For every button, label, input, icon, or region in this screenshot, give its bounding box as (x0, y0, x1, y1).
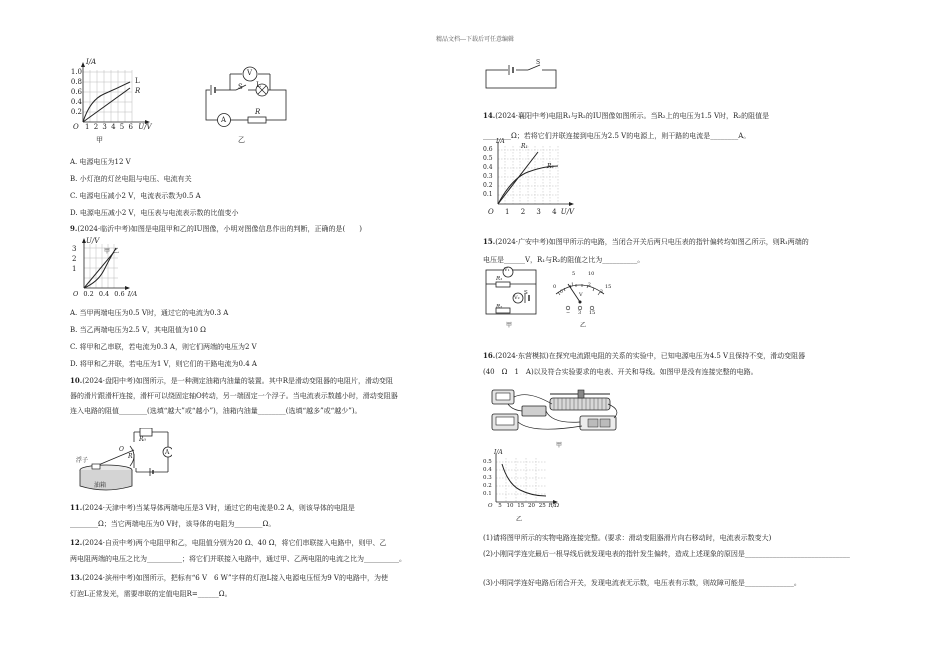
q15-dial-5: 5 (572, 271, 576, 277)
q13-label-s: S (536, 59, 541, 66)
q14-ytick: 0.1 (483, 191, 493, 198)
q8-xtick: 1 (84, 123, 90, 131)
q15-dial-10: 10 (588, 271, 595, 277)
q9-origin: O (73, 290, 79, 298)
q16-subquestions (483, 532, 850, 589)
q10-number: 10. (70, 376, 83, 385)
q14-ytick: 0.2 (483, 182, 493, 189)
q8-circuit-a: A (221, 116, 227, 124)
q15-terminal-15: 15 (589, 310, 596, 316)
q16-line-1: (2024·东营模拟)在探究电流跟电阻的关系的实验中，已知电源电压为4.5 V且保持不变，滑动变阻器 (495, 352, 806, 360)
q9-ytick: 2 (72, 255, 77, 263)
q14-origin: O (488, 208, 494, 216)
q10-label-o: O (119, 446, 124, 453)
q15-dial-3: 3 (600, 290, 603, 295)
q14-xtick: 3 (536, 208, 541, 216)
q14-yticks (483, 145, 493, 199)
q9-option-d: D. 将甲和乙并联，若电压为1 V，则它们的干路电流为0.4 A (70, 360, 257, 368)
q14-xtick: 4 (552, 208, 557, 216)
q9-xticks (73, 290, 137, 298)
q16-ytick: 0.1 (483, 491, 492, 497)
q10-stem (70, 374, 398, 418)
q11-stem (70, 500, 355, 532)
q8-circuit-r: R (255, 108, 261, 116)
q9-ytick: 1 (72, 265, 77, 273)
q8-circuit-l: L (256, 81, 261, 89)
q15-dial-2: 2 (588, 283, 591, 288)
q16-sub-1: (1)请将图甲所示的实物电路连接完整。(要求：滑动变阻器滑片向右移动时，电流表示数变大) (483, 534, 772, 542)
q16-ytick: 0.3 (483, 475, 492, 481)
q13-stem (70, 570, 388, 602)
q8-option-d: D. 电源电压减小2 V，电压表与电流表示数的比值变小 (70, 209, 239, 217)
q9-yticks (72, 244, 76, 274)
q16-yticks (483, 458, 492, 498)
q8-options (70, 154, 239, 222)
q12-stem (70, 535, 406, 567)
q8-option-b: B. 小灯泡的灯丝电阻与电压、电流有关 (70, 175, 192, 183)
q15-terminal-3: 3 (578, 310, 582, 316)
q14-curve-label-r1: R₁ (521, 143, 528, 150)
q12-line-2: 两电阻两端的电压之比为__________；将它们并联接入电路中，通过甲、乙两电阻的电流之比为__________。 (70, 555, 406, 563)
q8-xtick: 3 (102, 123, 107, 131)
q9-ytick: 3 (72, 245, 77, 253)
q13-line-2: 灯泡L正常发光，需要串联的定值电阻R=______Ω。 (70, 590, 232, 598)
q8-caption-b: 乙 (238, 136, 245, 144)
q9-curve-label-jia: 甲 (104, 248, 111, 255)
q15-circuit-v2: V₂ (514, 295, 520, 301)
q8-xtick: 5 (119, 123, 125, 131)
q8-circuit-s: S (238, 83, 243, 91)
q11-line-2: ________Ω；当它两端电压为0 V时，该导体的电阻为________Ω。 (70, 520, 276, 528)
q15-circuit-r2: R₂ (496, 304, 503, 310)
q8-xtick: 2 (93, 123, 99, 131)
q15-line-1: (2024·广安中考)如图甲所示的电路，当闭合开关后两只电压表的指针偏转均如图乙所示，则R₁两端的 (495, 238, 809, 246)
q8-ytick: 0.8 (70, 78, 82, 86)
q8-circuit (200, 66, 292, 130)
q8-yticks (68, 67, 82, 117)
q13-circuit (482, 60, 562, 94)
q15-circuit (482, 266, 542, 320)
q8-option-a: A. 电源电压为12 V (70, 158, 131, 166)
q15-caption-b: 乙 (580, 322, 587, 329)
q16-xtick: 20 (528, 503, 536, 509)
q10-oil-tank-figure (76, 428, 172, 494)
q8-circuit-v: V (247, 69, 253, 77)
q15-dial-0-outer: 0 (553, 284, 557, 290)
q16-ylabel: I/A (494, 449, 503, 456)
q13-line-1: (2024·滨州中考)如图所示，把标有“6 V 6 W”字样的灯泡L接入电源电压恒为9 V的电路中，为使 (82, 574, 388, 582)
q15-dial-unit: V (579, 292, 583, 298)
q15-stem (483, 233, 809, 269)
page-header: 精品文档---下载后可任意编辑 (435, 36, 515, 43)
q10-line-1: (2024·盘阳中考)如图所示，是一种测定油箱内油量的装置。其中R是滑动变阻器的电阻片，滑动变阻 (82, 377, 393, 385)
q14-xtick: 1 (504, 208, 510, 216)
q16-xticks (488, 503, 559, 509)
q8-origin: O (73, 123, 79, 131)
q16-caption-a: 甲 (556, 442, 563, 449)
q8-option-c: C. 电源电压减小2 V，电流表示数为0.5 A (70, 192, 201, 200)
q16-ytick: 0.5 (483, 459, 492, 465)
q9-options (70, 305, 257, 373)
q15-dial-1: 1 (571, 283, 574, 288)
q8-ytick: 1.0 (70, 68, 82, 76)
q9-xtick: 0.4 (98, 290, 110, 298)
q12-number: 12. (70, 538, 83, 547)
q8-xlabel: U/V (138, 123, 152, 131)
q8-curve-label-l: L (135, 77, 140, 85)
q13-number: 13. (70, 573, 83, 582)
q15-line-2: 电压是______V，R₁与R₂的阻值之比为__________。 (483, 256, 645, 264)
q16-xtick: 15 (517, 503, 525, 509)
q12-line-1: (2024·自贡中考)两个电阻甲和乙，电阻值分别为20 Ω、40 Ω，将它们串联接入电路中，则甲、乙 (82, 539, 387, 547)
q14-stem (483, 106, 769, 146)
q10-line-3: 连入电路的阻值________(选填“越大”或“越小”)，油箱内油量________(选填“越多”或“越少”)。 (70, 407, 362, 415)
q15-circuit-r1: R₁ (496, 276, 503, 282)
q16-xlabel: R/Ω (548, 503, 560, 509)
q14-curve-label-r2: R₂ (547, 163, 554, 170)
q9-option-b: B. 当乙两端电压为2.5 V，其电阻值为10 Ω (70, 326, 206, 334)
q10-label-r0: R₀ (139, 436, 146, 443)
q16-sub-2: (2)小刚同学连完最后一根导线后就发现电表的指针发生偏转，造成上述现象的原因是______________________________ (483, 550, 850, 558)
q15-dial-15: 15 (605, 284, 612, 290)
q8-caption-a: 甲 (96, 136, 103, 144)
q9-option-a: A. 当甲两端电压为0.5 V时，通过它的电流为0.3 A (70, 309, 229, 317)
q14-ytick: 0.3 (483, 173, 493, 180)
q8-ylabel: I/A (86, 58, 97, 66)
q16-xtick: 25 (538, 503, 546, 509)
q8-ytick: 0.2 (70, 108, 82, 116)
q15-number: 15. (483, 237, 496, 246)
q16-xtick: 5 (498, 503, 502, 509)
q9-option-c: C. 将甲和乙串联，若电流为0.3 A，则它们两端的电压为2 V (70, 343, 257, 351)
q15-circuit-v1: V₁ (504, 267, 510, 273)
q16-xtick: 10 (506, 503, 514, 509)
q10-label-r: R (128, 453, 133, 460)
q14-ytick: 0.6 (483, 146, 493, 153)
q8-xtick: 6 (128, 123, 133, 131)
q15-caption-a: 甲 (506, 322, 513, 329)
q14-line-1: (2024·襄阳中考)电阻R₁与R₂的IU图像如图所示。当R₂上的电压为1.5 V时，R₂的阻值是 (495, 112, 770, 120)
q14-xtick: 2 (520, 208, 526, 216)
q16-line-2: (40 Ω 1 A)以及符合实验要求的电表、开关和导线。如图甲是没有连接完整的电路。 (483, 368, 758, 376)
q16-apparatus (488, 384, 638, 444)
q14-number: 14. (483, 111, 496, 120)
q14-ytick: 0.5 (483, 155, 493, 162)
q10-label-float: 浮子 (76, 457, 89, 464)
q10-label-tank: 油箱 (94, 482, 107, 489)
q9-curve-label-yi: 乙 (113, 248, 120, 255)
q8-ytick: 0.6 (70, 88, 82, 96)
q14-ylabel: I/A (496, 138, 505, 145)
q16-caption-b: 乙 (516, 516, 523, 523)
q16-ytick: 0.2 (483, 483, 492, 489)
q8-graph (68, 60, 168, 152)
q16-number: 16. (483, 351, 496, 360)
q10-line-2: 器的滑片跟滑杆连接，滑杆可以绕固定轴O转动，另一端固定一个浮子。当电流表示数越小时，滑动变阻器 (70, 392, 398, 400)
q14-xlabel: U/V (560, 208, 575, 216)
q8-xtick: 4 (111, 123, 116, 131)
q8-curve-label-r: R (135, 87, 141, 95)
q16-sub-3: (3)小明同学连好电路后闭合开关，发现电流表无示数，电压表有示数，则故障可能是______________。 (483, 579, 801, 587)
q14-xticks (488, 208, 574, 216)
q9-ylabel: U/V (86, 237, 100, 245)
q9-xlabel: I/A (127, 290, 138, 298)
q9-xtick: 0.6 (114, 290, 125, 298)
q11-line-1: (2024·天津中考)当某导体两端电压是3 V时，通过它的电流是0.2 A，则该导体的电阻是 (82, 504, 355, 512)
q10-label-a: A (165, 449, 170, 456)
q15-terminal-minus: − (566, 310, 571, 316)
q8-ytick: 0.4 (70, 98, 82, 106)
q9-xtick: 0.2 (83, 290, 94, 298)
q9-number: 9. (70, 224, 78, 233)
q15-dial-0-inner: 0 (560, 290, 563, 295)
q14-line-2: ________Ω；若将它们并联连接到电压为2.5 V的电源上，则干路的电流是________A。 (483, 132, 751, 140)
q16-stem (483, 348, 805, 380)
q15-circuit-s: S (524, 290, 528, 296)
q8-xticks (73, 123, 152, 131)
q16-ytick: 0.4 (483, 467, 492, 473)
q14-ytick: 0.4 (483, 164, 493, 171)
q11-number: 11. (70, 503, 83, 512)
q9-stem (70, 222, 362, 236)
q16-origin: O (488, 503, 493, 509)
q9-text: (2024·临沂中考)如图是电阻甲和乙的IU图像，小明对图像信息作出的判断，正确的是( ) (77, 225, 362, 233)
